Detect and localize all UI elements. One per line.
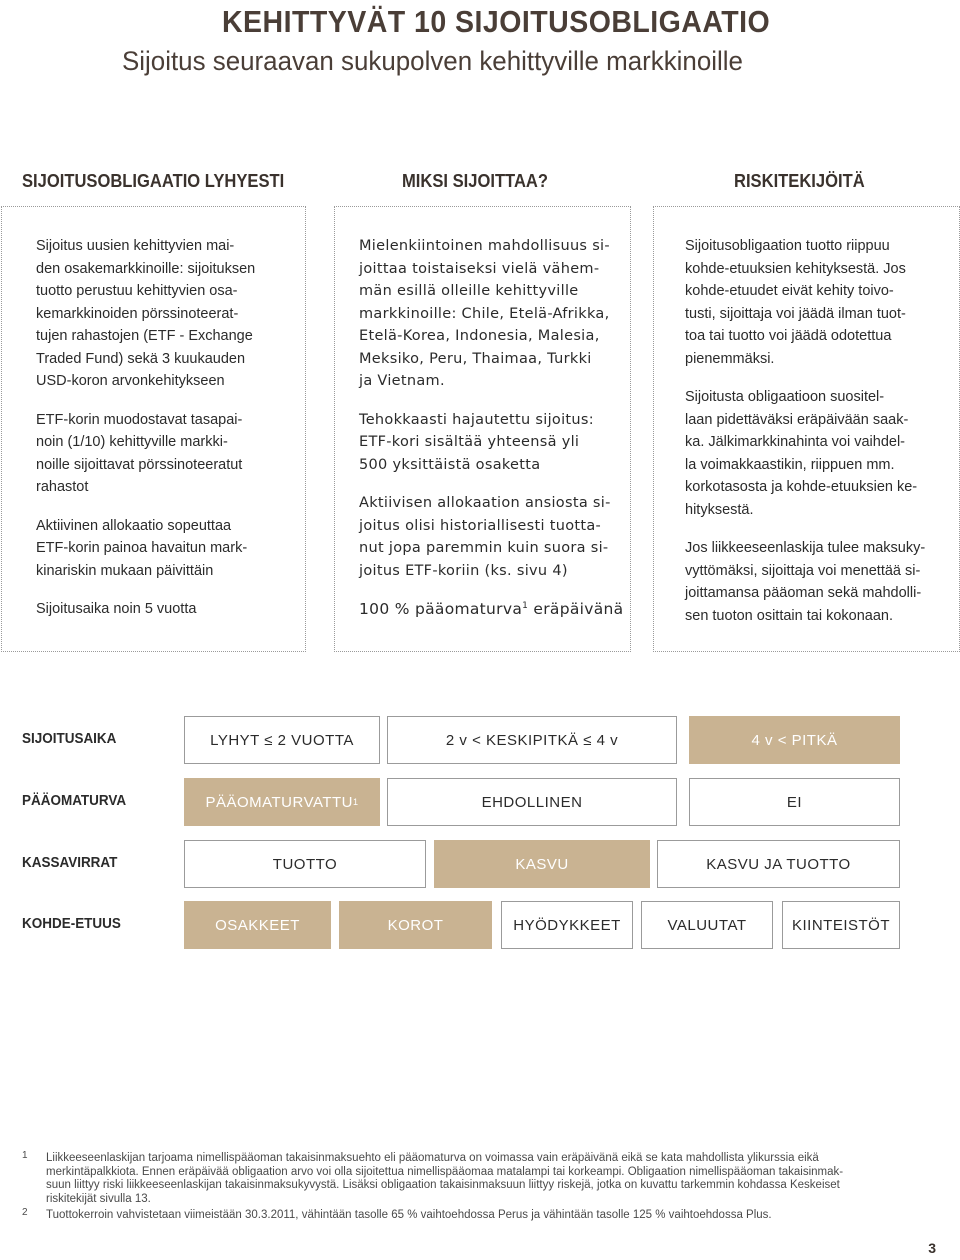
- column-heading: RISKITEKIJÖITÄ: [734, 171, 865, 191]
- column-heading: SIJOITUSOBLIGAATIO LYHYESTI: [22, 171, 285, 191]
- text-line: vyttömäksi, sijoittaja voi menettää si-: [685, 562, 921, 579]
- matrix-cell: [184, 840, 426, 888]
- text-line: joittaa toistaiseksi vielä vähem-: [359, 260, 600, 277]
- text-line: tuotto perustuu kehittyvien osa-: [36, 283, 238, 299]
- text-line: Sijoitusta obligaatioon suositel-: [685, 389, 885, 405]
- matrix-cell: [641, 901, 773, 949]
- paragraph: [359, 409, 623, 477]
- document-title: KEHITTYVÄT 10 SIJOITUSOBLIGAATIO: [222, 4, 771, 39]
- matrix-cell: [184, 716, 380, 764]
- footnote-text: [46, 1209, 926, 1223]
- matrix-cell-label: KASVU JA TUOTTO: [706, 855, 851, 873]
- footnote-line: riskitekijät sivulla 13.: [46, 1192, 151, 1205]
- text-line: ETF-kori sisältää yhteensä yli: [359, 434, 580, 450]
- text-line: Jos liikkeeseenlaskija tulee maksuky-: [685, 540, 926, 556]
- text-line: noin (1/10) kehittyville markki-: [36, 434, 228, 450]
- text-line: pienemmäksi.: [685, 350, 775, 367]
- matrix-cell-label: EI: [786, 793, 803, 811]
- matrix-row-label: PÄÄOMATURVA: [22, 793, 127, 809]
- text-line: joitus olisi historiallisesti tuotta-: [359, 517, 602, 534]
- text-line: kohde-etuuksien kehityksestä. Jos: [685, 260, 906, 277]
- paragraph: [36, 235, 255, 393]
- matrix-cell: [501, 901, 633, 949]
- paragraph: [359, 492, 623, 582]
- matrix-cell: [657, 840, 900, 888]
- footnote-line: Tuottokerroin vahvistetaan viimeistään 30.3.2011, vähintään tasolle 65 % vaihtoehdossa Perus ja vähintään tasolle 125 % vaihtoehdossa Plus.: [46, 1209, 772, 1221]
- text-line: rahastot: [36, 479, 89, 495]
- text-line: män esillä olleille kehittyville: [359, 283, 579, 299]
- matrix-cell: [689, 778, 900, 826]
- footnote-line: merkintäpalkkiota. Ennen eräpäivää obligaation arvo voi olla sijoitettua nimellispääomaa matalampi tai korkeampi. Obligaation nimellispääoman takaisinmak-: [46, 1165, 844, 1178]
- column-text: [359, 235, 623, 637]
- matrix-cell-label: PÄÄOMATURVATTU: [205, 793, 354, 811]
- text-line: markkinoille: Chile, Etelä-Afrikka,: [359, 305, 610, 322]
- paragraph: [685, 235, 925, 370]
- text-line: noille sijoittavat pörssinoteeratut: [36, 456, 243, 473]
- column-text: [685, 235, 925, 643]
- text-line: la voimakkaastikin, riippuen mm.: [685, 456, 895, 473]
- matrix-cell-label: KIINTEISTÖT: [791, 916, 890, 934]
- text-line: tujen rahastojen (ETF - Exchange: [36, 328, 253, 344]
- matrix-cell: PÄÄOMATURVATTU 1: [184, 778, 380, 826]
- paragraph: [36, 515, 255, 583]
- text-line: Sijoitusobligaation tuotto riippuu: [685, 238, 890, 254]
- text-line: 500 yksittäistä osaketta: [359, 456, 541, 473]
- footnote-number: 2: [22, 1207, 28, 1218]
- matrix-cell-label: EHDOLLINEN: [481, 793, 583, 811]
- text-line: den osakemarkkinoille: sijoituksen: [36, 260, 256, 277]
- text-line: USD-koron arvonkehitykseen: [36, 373, 225, 389]
- text-line: kinariskin mukaan päivittäin: [36, 562, 214, 579]
- matrix-cell-label: KASVU: [515, 855, 569, 873]
- paragraph: [685, 386, 925, 521]
- text-line: kemarkkinoiden pörssinoteerat-: [36, 305, 239, 322]
- matrix-cell: [782, 901, 900, 949]
- matrix-row-label: KOHDE-ETUUS: [22, 916, 121, 932]
- matrix-row-label: KASSAVIRRAT: [22, 855, 118, 871]
- text-line: Mielenkiintoinen mahdollisuus si-: [359, 238, 610, 254]
- footnote-line: suun liittyy riski liikkeeseenlaskijan takaisinmaksukyvystä. Lisäksi obligaation takaisinmaksuun liittyy riskejä, jotka on kuvattu tarkemmin kohdassa Keskeiset: [46, 1179, 840, 1191]
- matrix-cell: [689, 716, 900, 764]
- text-line: joitus ETF-koriin (ks. sivu 4): [359, 562, 568, 579]
- text-line: joittamansa pääoman sekä mahdolli-: [685, 585, 922, 601]
- footnote-ref: 1: [522, 600, 529, 611]
- text-line: Sijoitusaika noin 5 vuotta: [36, 601, 197, 617]
- text-line: ja Vietnam.: [359, 373, 445, 389]
- matrix-cell: [387, 716, 677, 764]
- matrix-cell: [434, 840, 650, 888]
- text-line: sen tuoton osittain tai kokonaan.: [685, 607, 893, 624]
- text-line: ETF-korin painoa havaitun mark-: [36, 540, 248, 556]
- matrix-cell-label: 2 v < KESKIPITKÄ ≤ 4 v: [445, 731, 619, 749]
- paragraph: [36, 598, 255, 621]
- paragraph: [36, 409, 255, 499]
- matrix-cell: [339, 901, 492, 949]
- footnote-number: 1: [22, 1150, 28, 1161]
- text-line: korkotasosta ja kohde-etuuksien ke-: [685, 479, 918, 495]
- text-line: nut jopa paremmin kuin suora si-: [359, 540, 609, 556]
- document-subtitle: Sijoitus seuraavan sukupolven kehittyville markkinoille: [122, 46, 743, 76]
- column-text: [36, 235, 255, 637]
- matrix-cell-label: HYÖDYKKEET: [513, 916, 621, 934]
- matrix-cell-label: VALUUTAT: [667, 916, 747, 934]
- paragraph: [685, 537, 925, 627]
- matrix-cell-label: OSAKKEET: [215, 916, 300, 934]
- text-line: Aktiivinen allokaatio sopeuttaa: [36, 517, 232, 534]
- text-line: Etelä-Korea, Indonesia, Malesia,: [359, 328, 600, 344]
- footnote-line: Liikkeeseenlaskijan tarjoama nimellispääoman takaisinmaksuehto eli pääomaturva on voimassa vain eräpäivänä eikä se kata mahdollista ylikurssia eikä: [46, 1152, 819, 1164]
- text-line: ETF-korin muodostavat tasapai-: [36, 411, 243, 428]
- text-line: Aktiivisen allokaation ansiosta si-: [359, 495, 611, 511]
- text-line: Sijoitus uusien kehittyvien mai-: [36, 238, 235, 254]
- text-line: Traded Fund) sekä 3 kuukauden: [36, 350, 246, 367]
- text-line: Tehokkaasti hajautettu sijoitus:: [359, 411, 594, 428]
- matrix-cell-label: KOROT: [387, 916, 444, 934]
- matrix-row-label: SIJOITUSAIKA: [22, 731, 117, 747]
- footnote-text: [46, 1152, 926, 1206]
- paragraph: [359, 235, 623, 393]
- text-line: Meksiko, Peru, Thaimaa, Turkki: [359, 350, 592, 367]
- text-line: toa tai tuotto voi jäädä odotettua: [685, 328, 892, 344]
- text-line: kohde-etuudet eivät kehity toivo-: [685, 283, 894, 299]
- matrix-cell-label: TUOTTO: [272, 855, 338, 873]
- matrix-cell: [387, 778, 677, 826]
- matrix-cell-label: LYHYT ≤ 2 VUOTTA: [210, 731, 354, 749]
- column-heading: MIKSI SIJOITTAA?: [402, 171, 548, 191]
- matrix-cell: [184, 901, 331, 949]
- matrix-cell-label: 4 v < PITKÄ: [751, 731, 838, 749]
- text-line: hityksestä.: [685, 501, 754, 518]
- text-line: ka. Jälkimarkkinahinta voi vaihdel-: [685, 434, 906, 450]
- text-line: laan pidettäväksi eräpäivään saak-: [685, 411, 909, 428]
- capital-guarantee-note: [359, 598, 623, 621]
- guarantee-suffix: eräpäivänä: [528, 600, 624, 618]
- text-line: tusti, sijoittaja voi jäädä ilman tuot-: [685, 305, 906, 322]
- page-number: 3: [928, 1240, 936, 1256]
- guarantee-text: 100 % pääomaturva: [359, 600, 523, 618]
